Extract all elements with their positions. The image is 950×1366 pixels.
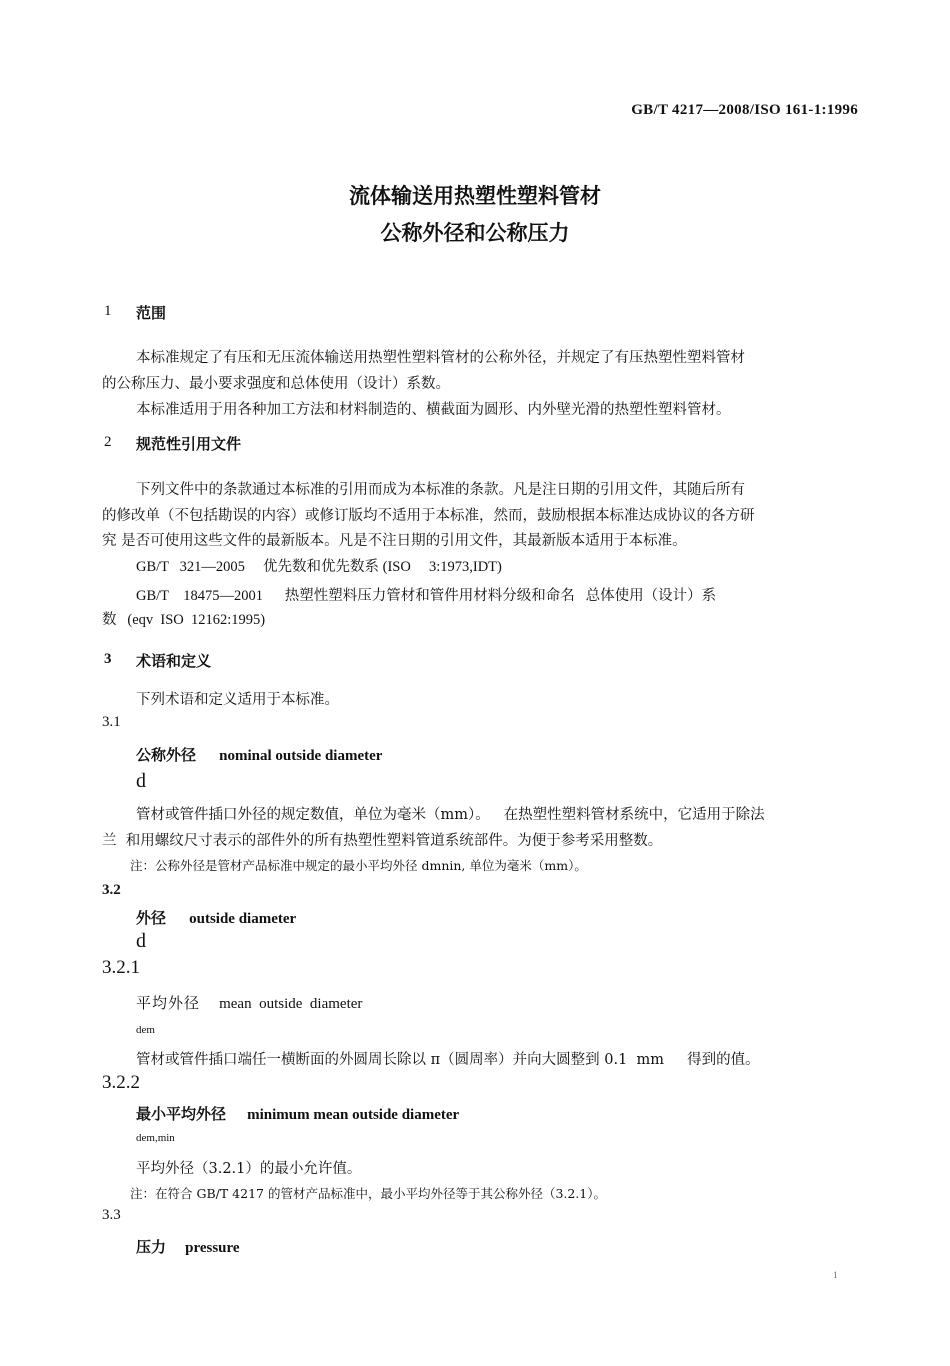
term-number: 3.1 — [102, 714, 121, 730]
reference-entry: GB/T 18475—2001 热塑性塑料压力管材和管件用材料分级和命名 总体使用（设计）系 — [136, 588, 717, 604]
paragraph-line: 本标准规定了有压和无压流体输送用热塑性塑料管材的公称外径，并规定了有压热塑性塑料管材 — [136, 350, 745, 366]
section-title: 术语和定义 — [136, 652, 212, 670]
term-heading — [136, 744, 382, 765]
term-chinese: 压力 — [136, 1238, 167, 1256]
document-title-line2: 公称外径和公称压力 — [380, 221, 570, 245]
term-symbol: d — [136, 930, 146, 952]
standard-code: GB/T 4217—2008/ISO 161-1:1996 — [631, 102, 858, 118]
section-title: 规范性引用文件 — [136, 435, 242, 453]
term-symbol: dem,min — [136, 1132, 175, 1144]
term-chinese: 外径 — [136, 909, 167, 927]
term-heading — [136, 1103, 459, 1124]
term-heading — [136, 1236, 240, 1257]
paragraph-line: 究 是否可使用这些文件的最新版本。凡是不注日期的引用文件，其最新版本适用于本标准。 — [102, 533, 687, 549]
term-note: 注：公称外径是管材产品标准中规定的最小平均外径 dmnin, 单位为毫米（mm）。 — [130, 858, 587, 873]
term-number: 3.2.1 — [102, 957, 140, 978]
term-english: pressure — [185, 1240, 240, 1256]
paragraph-line: 下列术语和定义适用于本标准。 — [136, 692, 339, 708]
reference-entry: 数 (eqv ISO 12162:1995) — [102, 612, 266, 628]
paragraph-line: 本标准适用于用各种加工方法和材料制造的、横截面为圆形、内外壁光滑的热塑性塑料管材。 — [136, 402, 731, 418]
section-number: 3 — [104, 651, 112, 667]
term-symbol: d — [136, 770, 146, 792]
term-symbol: dem — [136, 1024, 155, 1036]
paragraph-line: 的公称压力、最小要求强度和总体使用（设计）系数。 — [102, 376, 450, 392]
term-chinese: 平均外径 — [136, 994, 201, 1012]
section-number: 2 — [104, 434, 112, 450]
term-number: 3.3 — [102, 1207, 121, 1223]
definition-line: 兰 和用螺纹尺寸表示的部件外的所有热塑性塑料管道系统部件。为便于参考采用整数。 — [102, 833, 663, 849]
definition-line: 管材或管件插口外径的规定数值，单位为毫米（mm）。 在热塑性塑料管材系统中，它适用于除法 — [136, 807, 765, 823]
term-chinese: 最小平均外径 — [136, 1105, 227, 1123]
paragraph-line: 下列文件中的条款通过本标准的引用而成为本标准的条款。凡是注日期的引用文件，其随后所有 — [136, 482, 745, 498]
term-chinese: 公称外径 — [136, 746, 197, 764]
term-number: 3.2.2 — [102, 1072, 140, 1093]
section-number: 1 — [104, 303, 112, 319]
definition-line: 平均外径（3.2.1）的最小允许值。 — [136, 1161, 362, 1177]
term-english: mean outside diameter — [219, 996, 363, 1012]
term-heading — [136, 992, 362, 1013]
term-english: nominal outside diameter — [219, 748, 383, 764]
term-english: minimum mean outside diameter — [247, 1107, 460, 1123]
section-title: 范围 — [136, 304, 167, 322]
document-title-line1: 流体输送用热塑性塑料管材 — [349, 184, 601, 208]
term-note: 注：在符合 GB/T 4217 的管材产品标准中，最小平均外径等于其公称外径（3.2.1）。 — [130, 1186, 607, 1201]
page-number: 1 — [833, 1270, 838, 1280]
definition-line: 管材或管件插口端任一横断面的外圆周长除以 π（圆周率）并向大圆整到 0.1 mm 得到的值。 — [136, 1052, 760, 1068]
term-number: 3.2 — [102, 882, 121, 898]
paragraph-line: 的修改单（不包括勘误的内容）或修订版均不适用于本标准，然而，鼓励根据本标准达成协议的各方研 — [102, 508, 755, 524]
term-heading — [136, 907, 296, 928]
reference-entry: GB/T 321—2005 优先数和优先数系 (ISO 3:1973,IDT) — [136, 559, 502, 575]
term-english: outside diameter — [189, 911, 297, 927]
